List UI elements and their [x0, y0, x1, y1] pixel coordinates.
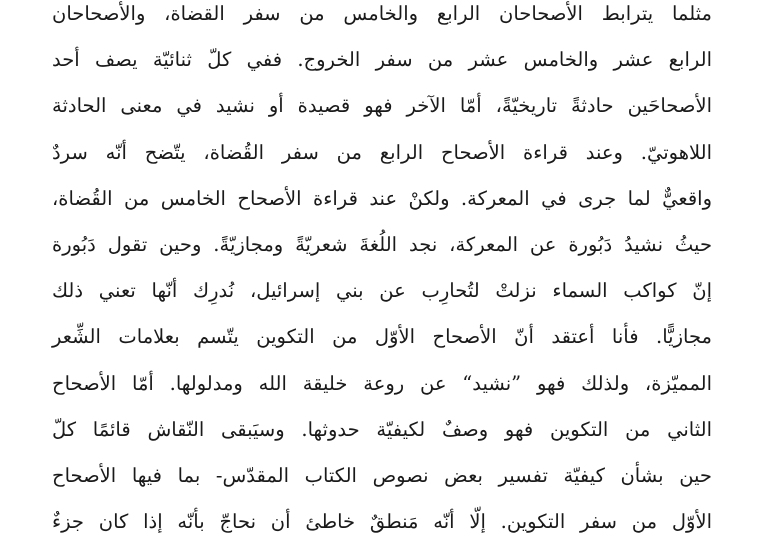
text-line: حيثُ نشيدُ دَبُورة عن المعركة، نجد اللُغةَ شعريّةً ومجازيّةً. وحين تقول دَبُورة — [52, 232, 712, 256]
text-line: واقعيٌّ لما جرى في المعركة. ولكنْ عند قراءة الأصحاح الخامس من القُضاة، — [52, 186, 712, 210]
text-line: مجازيًّا. فأنا أعتقد أنّ الأصحاح الأوّل من التكوين يتّسم بعلامات الشِّعر — [52, 325, 712, 349]
text-line: الرابع عشر والخامس عشر من سفر الخروج. ففي كلّ ثنائيّة يصف أحد — [52, 48, 712, 72]
text-line: حين بشأن كيفيّة تفسير بعض نصوص الكتاب المقدّس- بما فيها الأصحاح — [52, 463, 712, 487]
text-line: إنّ كواكب السماء نزلتْ لتُحارِب عن بني إسرائيل، نُدرِك أنّها تعني ذلك — [52, 279, 712, 303]
text-line: الأوّل من سفر التكوين. إلّا أنّه مَنطقٌ خاطئ أن نحاجّ بأنّه إذا كان جزءٌ — [52, 510, 712, 534]
text-line: مثلما يترابط الأصحاحان الرابع والخامس من سفر القضاة، والأصحاحان — [52, 2, 712, 25]
text-line: الأصحاحَين حادثةً تاريخيّةً، أمّا الآخر فهو قصيدة أو نشيد في معنى الحادثة — [52, 94, 712, 118]
body-text — [52, 0, 712, 545]
text-line: الثاني من التكوين فهو وصفٌ لكيفيّة حدوثها. وسيَبقى النّقاش قائمًا كلّ — [52, 417, 712, 441]
text-line: اللاهوتيّ. وعند قراءة الأصحاح الرابع من سفر القُضاة، يتّضح أنّه سردٌ — [52, 140, 712, 164]
text-line: المميّزة، ولذلك فهو ”نشيد“ عن روعة خليقة الله ومدلولها. أمّا الأصحاح — [52, 371, 712, 395]
